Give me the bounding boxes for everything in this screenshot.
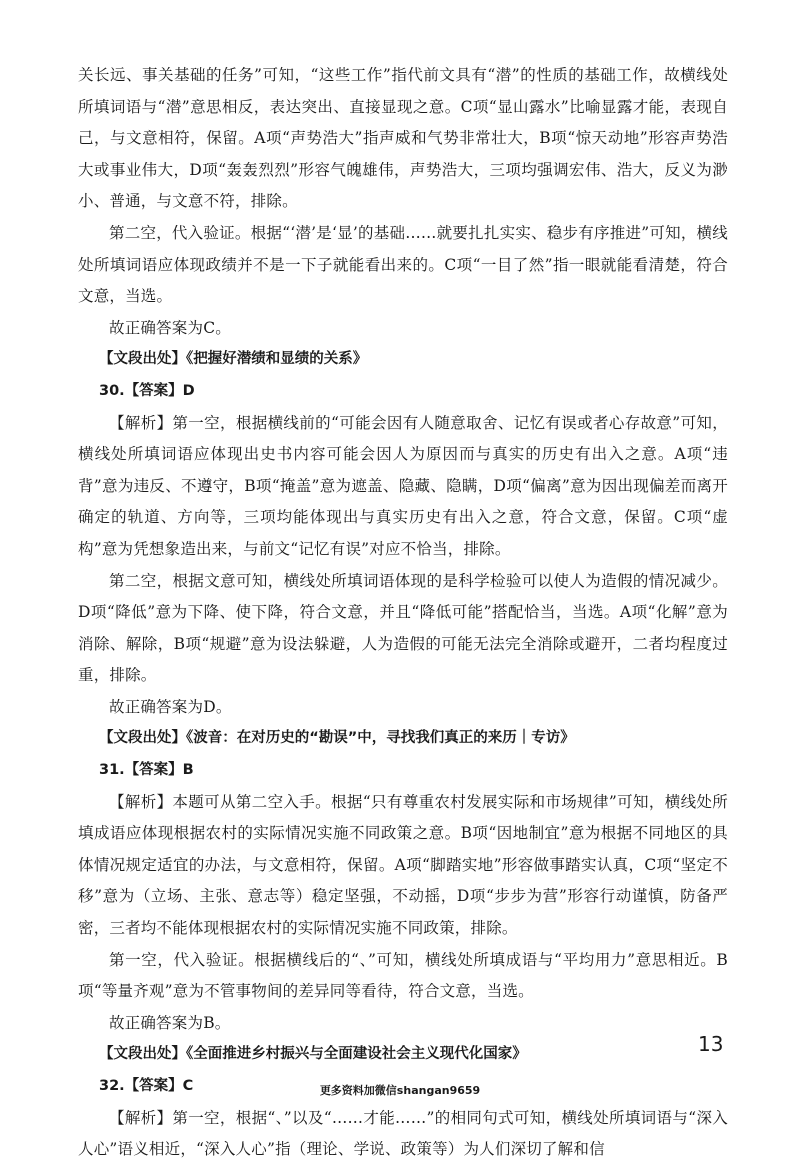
source-label: 【文段出处】《波音：在对历史的“勘误”中，寻找我们真正的来历｜专访》 [99,730,575,747]
paragraph: 关长远、事关基础的任务”可知，“这些工作”指代前文具有“潜”的性质的基础工作，故横线处所填词语与“潜”意思相反，表达突出、直接显现之意。C项“显山露水”比喻显露才能，表现自己，与文意相符，保留。A项“声势浩大”指声威和气势非常壮大，B项“惊天动地”形容声势浩大或事业伟大，D项“轰轰烈烈”形容气魄雄伟，声势浩大，三项均强调宏伟、浩大，反义为渺小、普通，与文意不符，排除。 [78,66,728,211]
source-label: 【文段出处】《全面推进乡村振兴与全面建设社会主义现代化国家》 [99,1046,527,1063]
footer-note: 更多资料加微信shangan9659 [319,1084,481,1097]
answer-label: 32.【答案】C [99,1078,194,1094]
answer-label: 30.【答案】D [99,382,195,399]
source-label: 【文段出处】《把握好潜绩和显绩的关系》 [99,351,368,368]
paragraph: 故正确答案为B。 [109,1013,231,1032]
paragraph: 【解析】第一空，根据“、”以及“……才能……”的相同句式可知，横线处所填词语与“深入人心”语义相近，“深入人心”指（理论、学说、政策等）为人们深切了解和信 [78,1108,728,1159]
paragraph: 故正确答案为D。 [109,697,232,716]
answer-label: 31.【答案】B [99,762,194,779]
paragraph: 第二空，根据文意可知，横线处所填词语体现的是科学检验可以使人为造假的情况减少。D项“降低”意为下降、使下降，符合文意，并且“降低可能”搭配恰当，当选。A项“化解”意为消除、解除，B项“规避”意为设法躲避，人为造假的可能无法完全消除或避开，二者均程度过重，排除。 [78,571,728,685]
paragraph: 第一空，代入验证。根据横线后的“、”可知，横线处所填成语与“平均用力”意思相近。B项“等量齐观”意为不管事物间的差异同等看待，符合文意，当选。 [78,950,728,1001]
paragraph: 【解析】本题可从第二空入手。根据“只有尊重农村发展实际和市场规律”可知，横线处所填成语应体现根据农村的实际情况实施不同政策之意。B项“因地制宜”意为根据不同地区的具体情况规定适宜的办法，与文意相符，保留。A项“脚踏实地”形容做事踏实认真，C项“坚定不移”意为（立场、主张、意志等）稳定坚强，不动摇，D项“步步为营”形容行动谨慎，防备严密，三者均不能体现根据农村的实际情况实施不同政策，排除。 [78,792,728,938]
paragraph: 故正确答案为C。 [109,318,231,337]
paragraph: 【解析】第一空，根据横线前的“可能会因有人随意取舍、记忆有误或者心存故意”可知，横线处所填词语应体现出史书内容可能会因人为原因而与真实的历史有出入之意。A项“违背”意为违反、不遵守，B项“掩盖”意为遮盖、隐藏、隐瞒，D项“偏离”意为因出现偏差而离开确定的轨道、方向等，三项均能体现出与真实历史有出入之意，符合文意，保留。C项“虚构”意为凭想象造出来，与前文“记忆有误”对应不恰当，排除。 [78,413,728,558]
page-number: 13 [698,1032,724,1056]
paragraph: 第二空，代入验证。根据“‘潜’是‘显’的基础……就要扎扎实实、稳步有序推进”可知，横线处所填词语应体现政绩并不是一下子就能看出来的。C项“一目了然”指一眼就能看清楚，符合文意，当选。 [78,223,728,306]
page-content [78,60,728,1166]
